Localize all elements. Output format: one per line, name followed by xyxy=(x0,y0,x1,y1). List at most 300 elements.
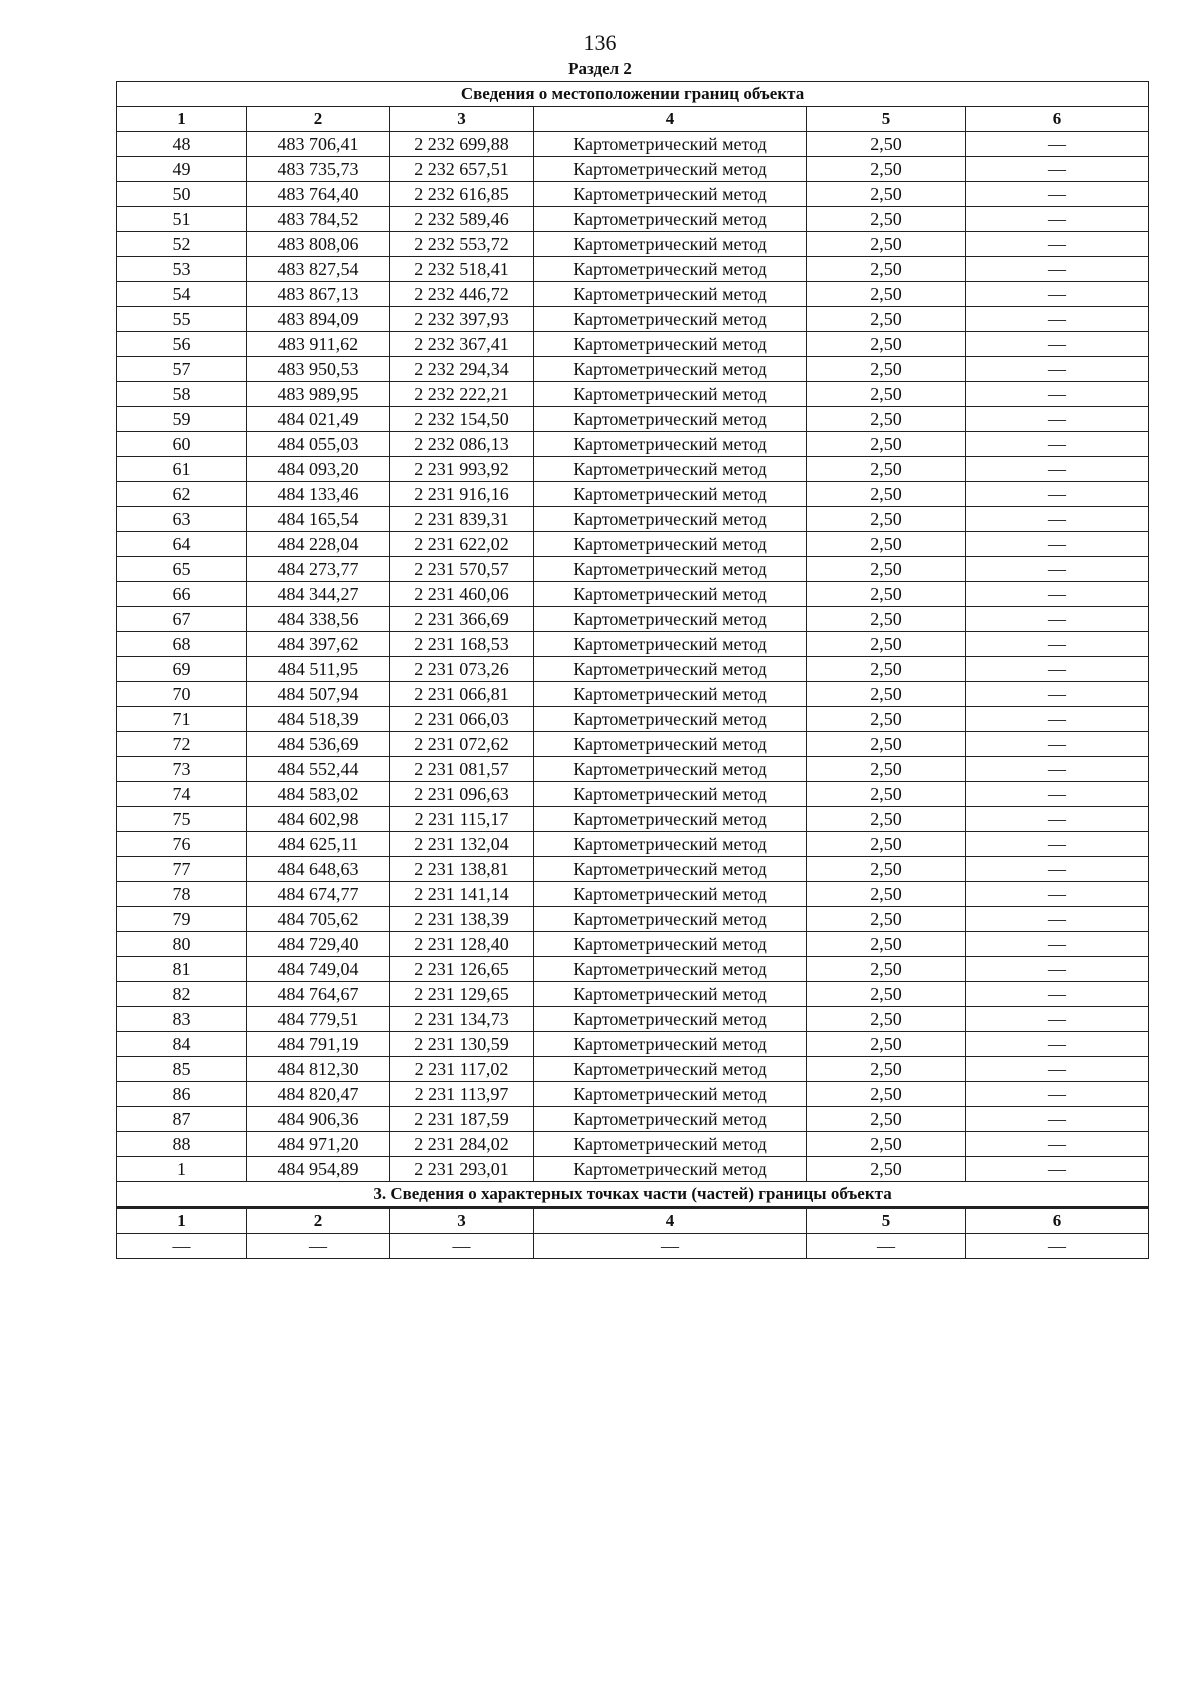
table-row xyxy=(117,882,1149,907)
coordinate-y: 2 231 066,03 xyxy=(390,707,534,732)
coordinate-y: 2 231 916,16 xyxy=(390,482,534,507)
accuracy: 2,50 xyxy=(807,207,966,232)
point-number: 74 xyxy=(117,782,247,807)
column-number: 2 xyxy=(247,1208,390,1234)
accuracy: 2,50 xyxy=(807,307,966,332)
point-number: 48 xyxy=(117,132,247,157)
coordinate-x: 484 729,40 xyxy=(247,932,390,957)
method: Картометрический метод xyxy=(534,757,807,782)
method: Картометрический метод xyxy=(534,1032,807,1057)
accuracy: 2,50 xyxy=(807,657,966,682)
coordinate-x: 484 674,77 xyxy=(247,882,390,907)
coordinate-x: 483 989,95 xyxy=(247,382,390,407)
table-row xyxy=(117,182,1149,207)
method: Картометрический метод xyxy=(534,457,807,482)
table-row xyxy=(117,307,1149,332)
coordinate-y: 2 231 128,40 xyxy=(390,932,534,957)
accuracy: 2,50 xyxy=(807,707,966,732)
method: Картометрический метод xyxy=(534,1082,807,1107)
coordinate-x: 484 093,20 xyxy=(247,457,390,482)
coordinate-y: 2 232 553,72 xyxy=(390,232,534,257)
accuracy: 2,50 xyxy=(807,157,966,182)
accuracy: 2,50 xyxy=(807,782,966,807)
table-row xyxy=(117,557,1149,582)
coordinate-y: 2 231 130,59 xyxy=(390,1032,534,1057)
table-row xyxy=(117,607,1149,632)
point-number: 75 xyxy=(117,807,247,832)
coordinate-y: 2 232 367,41 xyxy=(390,332,534,357)
boundary-table-body xyxy=(117,82,1149,1259)
column-number: 1 xyxy=(117,107,247,132)
method: Картометрический метод xyxy=(534,807,807,832)
description: — xyxy=(966,1057,1149,1082)
point-number: 83 xyxy=(117,1007,247,1032)
parts-caption-row xyxy=(117,1182,1149,1208)
coordinate-y: 2 231 072,62 xyxy=(390,732,534,757)
point-number: 55 xyxy=(117,307,247,332)
coordinate-y: 2 231 117,02 xyxy=(390,1057,534,1082)
coordinate-x: 484 648,63 xyxy=(247,857,390,882)
coordinate-x: 483 764,40 xyxy=(247,182,390,207)
accuracy: 2,50 xyxy=(807,232,966,257)
description: — xyxy=(966,832,1149,857)
coordinate-y: 2 232 446,72 xyxy=(390,282,534,307)
column-number: 6 xyxy=(966,1208,1149,1234)
description: — xyxy=(966,457,1149,482)
description: — xyxy=(966,782,1149,807)
coordinate-x: 484 165,54 xyxy=(247,507,390,532)
coordinate-x: 484 511,95 xyxy=(247,657,390,682)
point-number: 84 xyxy=(117,1032,247,1057)
description: — xyxy=(966,1157,1149,1182)
accuracy: 2,50 xyxy=(807,1082,966,1107)
method: Картометрический метод xyxy=(534,132,807,157)
coordinate-y: 2 231 129,65 xyxy=(390,982,534,1007)
method: Картометрический метод xyxy=(534,232,807,257)
accuracy: 2,50 xyxy=(807,882,966,907)
coordinate-y: 2 232 397,93 xyxy=(390,307,534,332)
coordinate-x: 484 820,47 xyxy=(247,1082,390,1107)
description: — xyxy=(966,332,1149,357)
column-number: 4 xyxy=(534,107,807,132)
description: — xyxy=(966,657,1149,682)
coordinate-x: 484 764,67 xyxy=(247,982,390,1007)
column-number: 5 xyxy=(807,107,966,132)
coordinate-x: 484 273,77 xyxy=(247,557,390,582)
description: — xyxy=(966,357,1149,382)
description: — xyxy=(966,1032,1149,1057)
description: — xyxy=(966,907,1149,932)
table-row xyxy=(117,632,1149,657)
description: — xyxy=(966,132,1149,157)
point-number: 51 xyxy=(117,207,247,232)
description: — xyxy=(966,257,1149,282)
point-number: 61 xyxy=(117,457,247,482)
table-row xyxy=(117,1007,1149,1032)
point-number: 88 xyxy=(117,1132,247,1157)
description: — xyxy=(966,807,1149,832)
method: Картометрический метод xyxy=(534,707,807,732)
description: — xyxy=(966,1234,1149,1259)
description: — xyxy=(966,957,1149,982)
coordinate-x: 484 518,39 xyxy=(247,707,390,732)
accuracy: 2,50 xyxy=(807,732,966,757)
point-number: 69 xyxy=(117,657,247,682)
coordinate-y: 2 232 294,34 xyxy=(390,357,534,382)
point-number: 73 xyxy=(117,757,247,782)
description: — xyxy=(966,607,1149,632)
accuracy: 2,50 xyxy=(807,607,966,632)
coordinate-x: 484 338,56 xyxy=(247,607,390,632)
method: Картометрический метод xyxy=(534,357,807,382)
coordinate-y: 2 231 993,92 xyxy=(390,457,534,482)
table-row xyxy=(117,657,1149,682)
description: — xyxy=(966,157,1149,182)
accuracy: 2,50 xyxy=(807,982,966,1007)
point-number: 82 xyxy=(117,982,247,1007)
boundary-table xyxy=(116,81,1149,1259)
table-row xyxy=(117,732,1149,757)
section-title: Раздел 2 xyxy=(568,59,632,78)
parts-table-caption: 3. Сведения о характерных точках части (частей) границы объекта xyxy=(117,1182,1149,1208)
coordinate-y: 2 231 096,63 xyxy=(390,782,534,807)
method: Картометрический метод xyxy=(534,557,807,582)
table-row xyxy=(117,757,1149,782)
point-number: 81 xyxy=(117,957,247,982)
description: — xyxy=(966,982,1149,1007)
point-number: 57 xyxy=(117,357,247,382)
coordinate-x: 484 536,69 xyxy=(247,732,390,757)
accuracy: 2,50 xyxy=(807,757,966,782)
point-number: 85 xyxy=(117,1057,247,1082)
method: Картометрический метод xyxy=(534,857,807,882)
method: Картометрический метод xyxy=(534,732,807,757)
accuracy: 2,50 xyxy=(807,507,966,532)
description: — xyxy=(966,507,1149,532)
coordinate-y: 2 231 284,02 xyxy=(390,1132,534,1157)
coordinate-y: 2 231 138,39 xyxy=(390,907,534,932)
coordinate-x: 483 894,09 xyxy=(247,307,390,332)
column-number: 2 xyxy=(247,107,390,132)
accuracy: 2,50 xyxy=(807,1057,966,1082)
accuracy: 2,50 xyxy=(807,1107,966,1132)
accuracy: 2,50 xyxy=(807,532,966,557)
coordinate-x: 484 055,03 xyxy=(247,432,390,457)
description: — xyxy=(966,707,1149,732)
description: — xyxy=(966,182,1149,207)
description: — xyxy=(966,1007,1149,1032)
table-row xyxy=(117,807,1149,832)
coordinate-x: 483 867,13 xyxy=(247,282,390,307)
table-row xyxy=(117,682,1149,707)
point-number: 68 xyxy=(117,632,247,657)
coordinate-y: 2 231 081,57 xyxy=(390,757,534,782)
accuracy: 2,50 xyxy=(807,907,966,932)
point-number: 58 xyxy=(117,382,247,407)
point-number: 60 xyxy=(117,432,247,457)
table-row xyxy=(117,232,1149,257)
coordinate-x: 484 397,62 xyxy=(247,632,390,657)
coordinate-y: 2 232 589,46 xyxy=(390,207,534,232)
coordinate-x: 483 950,53 xyxy=(247,357,390,382)
coordinate-y: — xyxy=(390,1234,534,1259)
description: — xyxy=(966,632,1149,657)
table-row xyxy=(117,432,1149,457)
coordinate-x: 484 625,11 xyxy=(247,832,390,857)
method: Картометрический метод xyxy=(534,632,807,657)
description: — xyxy=(966,857,1149,882)
method: Картометрический метод xyxy=(534,1132,807,1157)
table-row xyxy=(117,357,1149,382)
point-number: — xyxy=(117,1234,247,1259)
method: — xyxy=(534,1234,807,1259)
accuracy: 2,50 xyxy=(807,282,966,307)
accuracy: 2,50 xyxy=(807,557,966,582)
coordinate-y: 2 231 366,69 xyxy=(390,607,534,632)
coordinate-y: 2 231 113,97 xyxy=(390,1082,534,1107)
point-number: 72 xyxy=(117,732,247,757)
coordinate-x: 483 808,06 xyxy=(247,232,390,257)
point-number: 80 xyxy=(117,932,247,957)
coordinate-x: 484 906,36 xyxy=(247,1107,390,1132)
coordinate-y: 2 231 138,81 xyxy=(390,857,534,882)
coordinate-y: 2 231 073,26 xyxy=(390,657,534,682)
coordinate-x: 483 706,41 xyxy=(247,132,390,157)
point-number: 65 xyxy=(117,557,247,582)
accuracy: 2,50 xyxy=(807,857,966,882)
point-number: 59 xyxy=(117,407,247,432)
point-number: 63 xyxy=(117,507,247,532)
coordinate-x: 484 705,62 xyxy=(247,907,390,932)
description: — xyxy=(966,532,1149,557)
coordinate-x: 484 971,20 xyxy=(247,1132,390,1157)
table-row xyxy=(117,282,1149,307)
coordinate-y: 2 231 132,04 xyxy=(390,832,534,857)
coordinate-y: 2 232 222,21 xyxy=(390,382,534,407)
coordinate-x: — xyxy=(247,1234,390,1259)
accuracy: 2,50 xyxy=(807,682,966,707)
accuracy: 2,50 xyxy=(807,807,966,832)
table-row xyxy=(117,507,1149,532)
table-row xyxy=(117,782,1149,807)
table-row xyxy=(117,157,1149,182)
coordinate-y: 2 231 126,65 xyxy=(390,957,534,982)
table-row xyxy=(117,1082,1149,1107)
column-number: 1 xyxy=(117,1208,247,1234)
accuracy: 2,50 xyxy=(807,332,966,357)
method: Картометрический метод xyxy=(534,1007,807,1032)
accuracy: 2,50 xyxy=(807,432,966,457)
accuracy: 2,50 xyxy=(807,407,966,432)
accuracy: 2,50 xyxy=(807,382,966,407)
coordinate-y: 2 232 518,41 xyxy=(390,257,534,282)
accuracy: 2,50 xyxy=(807,457,966,482)
table-row xyxy=(117,457,1149,482)
column-number: 3 xyxy=(390,107,534,132)
point-number: 66 xyxy=(117,582,247,607)
accuracy: 2,50 xyxy=(807,482,966,507)
accuracy: 2,50 xyxy=(807,1032,966,1057)
point-number: 62 xyxy=(117,482,247,507)
accuracy: 2,50 xyxy=(807,1157,966,1182)
table-row xyxy=(117,1057,1149,1082)
description: — xyxy=(966,207,1149,232)
coordinate-x: 484 228,04 xyxy=(247,532,390,557)
description: — xyxy=(966,682,1149,707)
method: Картометрический метод xyxy=(534,957,807,982)
table-row xyxy=(117,1107,1149,1132)
point-number: 1 xyxy=(117,1157,247,1182)
table-row xyxy=(117,1032,1149,1057)
accuracy: 2,50 xyxy=(807,582,966,607)
description: — xyxy=(966,282,1149,307)
coordinate-y: 2 231 134,73 xyxy=(390,1007,534,1032)
coordinate-x: 483 735,73 xyxy=(247,157,390,182)
coordinate-x: 484 133,46 xyxy=(247,482,390,507)
column-number: 6 xyxy=(966,107,1149,132)
table-row xyxy=(117,207,1149,232)
column-number-row xyxy=(117,107,1149,132)
point-number: 49 xyxy=(117,157,247,182)
table-caption: Сведения о местоположении границ объекта xyxy=(117,82,1149,107)
method: Картометрический метод xyxy=(534,1107,807,1132)
table-row xyxy=(117,1234,1149,1259)
table-row xyxy=(117,482,1149,507)
coordinate-y: 2 231 187,59 xyxy=(390,1107,534,1132)
accuracy: 2,50 xyxy=(807,1007,966,1032)
description: — xyxy=(966,482,1149,507)
point-number: 54 xyxy=(117,282,247,307)
coordinate-x: 484 954,89 xyxy=(247,1157,390,1182)
method: Картометрический метод xyxy=(534,832,807,857)
method: Картометрический метод xyxy=(534,382,807,407)
coordinate-y: 2 232 699,88 xyxy=(390,132,534,157)
point-number: 67 xyxy=(117,607,247,632)
table-row xyxy=(117,1132,1149,1157)
method: Картометрический метод xyxy=(534,332,807,357)
accuracy: 2,50 xyxy=(807,957,966,982)
accuracy: 2,50 xyxy=(807,182,966,207)
coordinate-x: 484 507,94 xyxy=(247,682,390,707)
point-number: 86 xyxy=(117,1082,247,1107)
coordinate-x: 484 791,19 xyxy=(247,1032,390,1057)
method: Картометрический метод xyxy=(534,682,807,707)
parts-column-number-row xyxy=(117,1208,1149,1234)
coordinate-x: 484 812,30 xyxy=(247,1057,390,1082)
coordinate-y: 2 232 616,85 xyxy=(390,182,534,207)
table-row xyxy=(117,857,1149,882)
description: — xyxy=(966,1082,1149,1107)
accuracy: 2,50 xyxy=(807,132,966,157)
description: — xyxy=(966,757,1149,782)
point-number: 77 xyxy=(117,857,247,882)
point-number: 50 xyxy=(117,182,247,207)
table-row xyxy=(117,982,1149,1007)
table-row xyxy=(117,532,1149,557)
method: Картометрический метод xyxy=(534,507,807,532)
table-row xyxy=(117,932,1149,957)
table-caption-row xyxy=(117,82,1149,107)
table-row xyxy=(117,582,1149,607)
method: Картометрический метод xyxy=(534,1157,807,1182)
accuracy: 2,50 xyxy=(807,832,966,857)
description: — xyxy=(966,582,1149,607)
table-row xyxy=(117,382,1149,407)
coordinate-x: 484 779,51 xyxy=(247,1007,390,1032)
coordinate-y: 2 231 168,53 xyxy=(390,632,534,657)
table-row xyxy=(117,707,1149,732)
coordinate-x: 484 344,27 xyxy=(247,582,390,607)
accuracy: 2,50 xyxy=(807,632,966,657)
point-number: 56 xyxy=(117,332,247,357)
coordinate-y: 2 231 115,17 xyxy=(390,807,534,832)
method: Картометрический метод xyxy=(534,782,807,807)
coordinate-x: 484 583,02 xyxy=(247,782,390,807)
accuracy: 2,50 xyxy=(807,1132,966,1157)
method: Картометрический метод xyxy=(534,182,807,207)
coordinate-y: 2 231 622,02 xyxy=(390,532,534,557)
method: Картометрический метод xyxy=(534,657,807,682)
coordinate-x: 483 827,54 xyxy=(247,257,390,282)
table-row xyxy=(117,957,1149,982)
description: — xyxy=(966,432,1149,457)
method: Картометрический метод xyxy=(534,482,807,507)
description: — xyxy=(966,557,1149,582)
description: — xyxy=(966,1132,1149,1157)
coordinate-y: 2 231 293,01 xyxy=(390,1157,534,1182)
method: Картометрический метод xyxy=(534,607,807,632)
coordinate-y: 2 231 570,57 xyxy=(390,557,534,582)
description: — xyxy=(966,1107,1149,1132)
method: Картометрический метод xyxy=(534,882,807,907)
point-number: 76 xyxy=(117,832,247,857)
table-row xyxy=(117,257,1149,282)
description: — xyxy=(966,732,1149,757)
method: Картометрический метод xyxy=(534,157,807,182)
point-number: 79 xyxy=(117,907,247,932)
coordinate-y: 2 231 141,14 xyxy=(390,882,534,907)
coordinate-x: 483 784,52 xyxy=(247,207,390,232)
coordinate-y: 2 231 460,06 xyxy=(390,582,534,607)
coordinate-x: 484 602,98 xyxy=(247,807,390,832)
point-number: 70 xyxy=(117,682,247,707)
page-number: 136 xyxy=(583,30,617,55)
method: Картометрический метод xyxy=(534,907,807,932)
coordinate-x: 484 021,49 xyxy=(247,407,390,432)
method: Картометрический метод xyxy=(534,582,807,607)
method: Картометрический метод xyxy=(534,532,807,557)
description: — xyxy=(966,932,1149,957)
coordinate-x: 483 911,62 xyxy=(247,332,390,357)
table-row xyxy=(117,1157,1149,1182)
column-number: 3 xyxy=(390,1208,534,1234)
point-number: 87 xyxy=(117,1107,247,1132)
point-number: 78 xyxy=(117,882,247,907)
method: Картометрический метод xyxy=(534,282,807,307)
table-row xyxy=(117,407,1149,432)
method: Картометрический метод xyxy=(534,257,807,282)
accuracy: 2,50 xyxy=(807,357,966,382)
table-row xyxy=(117,832,1149,857)
coordinate-x: 484 552,44 xyxy=(247,757,390,782)
method: Картометрический метод xyxy=(534,982,807,1007)
column-number: 4 xyxy=(534,1208,807,1234)
table-row xyxy=(117,332,1149,357)
description: — xyxy=(966,307,1149,332)
accuracy: — xyxy=(807,1234,966,1259)
method: Картометрический метод xyxy=(534,432,807,457)
method: Картометрический метод xyxy=(534,307,807,332)
